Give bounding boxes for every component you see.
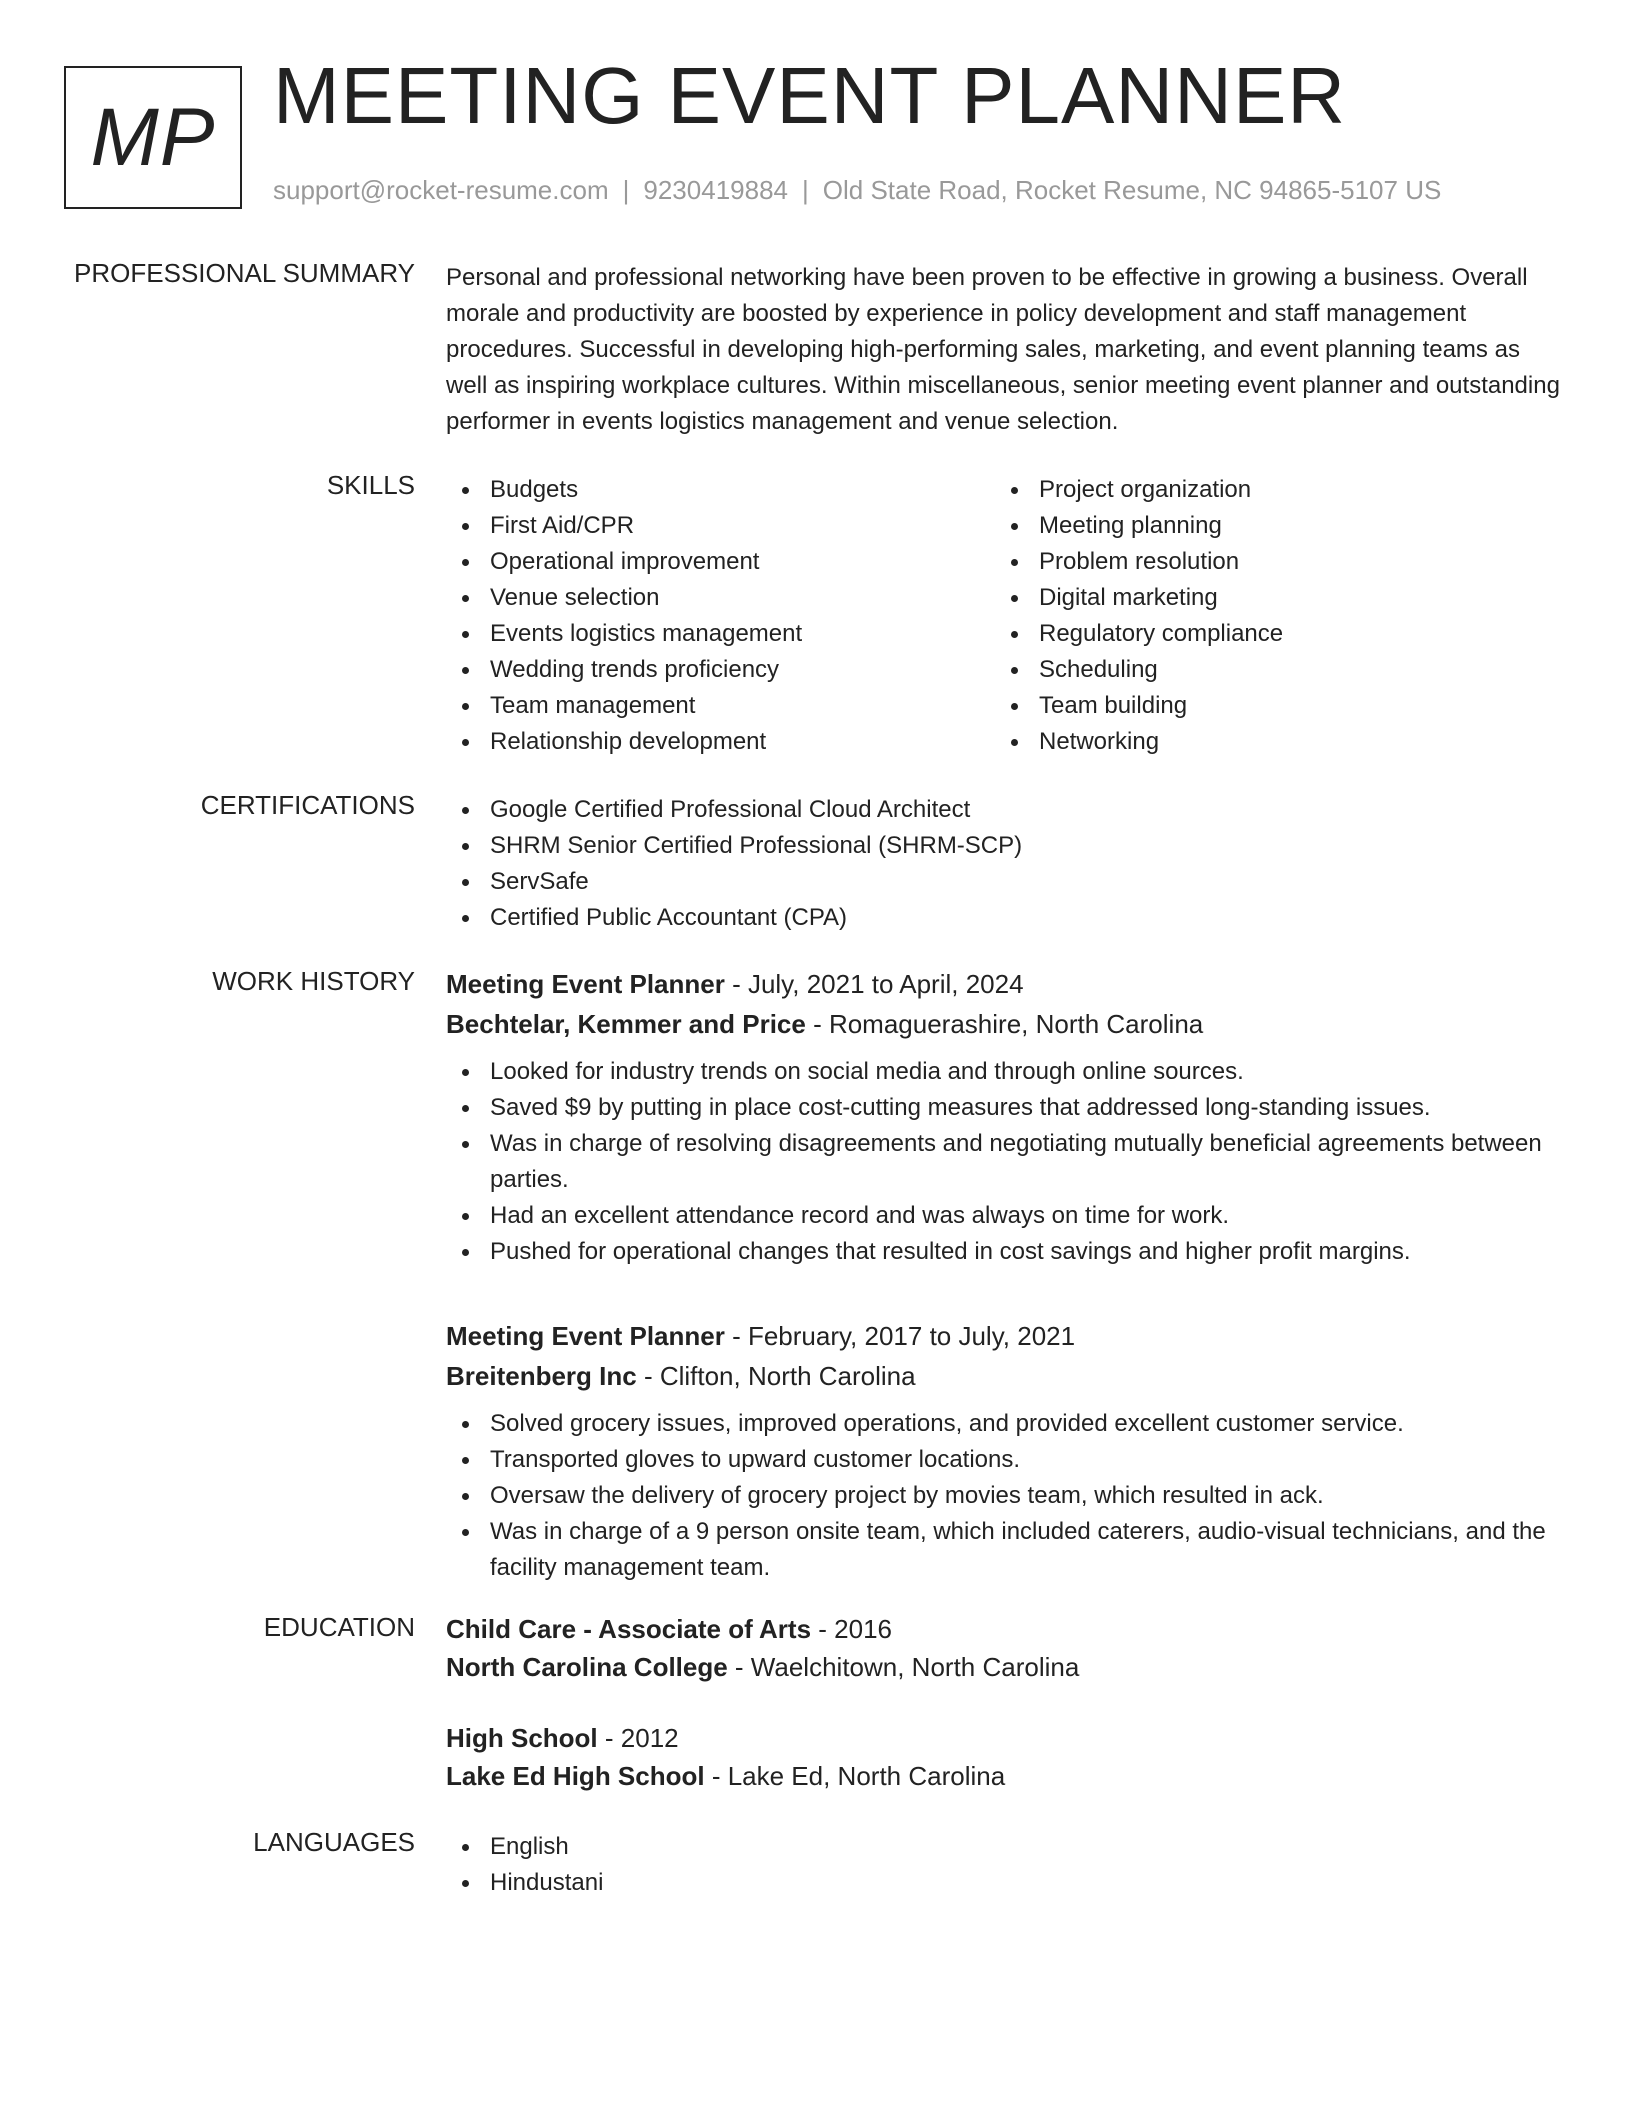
education-entry [446,1719,1566,1795]
education-entry [446,1610,1566,1686]
skill-item: Operational improvement [446,544,995,580]
skill-item: First Aid/CPR [446,508,995,544]
education-school: Lake Ed High School [446,1761,705,1791]
job-bullet: Looked for industry trends on social media and through online sources. [446,1054,1566,1090]
skill-item: Venue selection [446,580,995,616]
education-year: - 2016 [811,1614,892,1644]
skill-item: Project organization [995,472,1544,508]
section-title-education: EDUCATION [263,1612,415,1642]
skill-item: Relationship development [446,724,995,760]
education-degree-line [446,1719,1566,1757]
contact-email: support@rocket-resume.com [273,175,609,205]
education-degree: Child Care - Associate of Arts [446,1614,812,1644]
education-school-line [446,1757,1566,1795]
job-role: Meeting Event Planner [446,1321,725,1351]
education-location: - Waelchitown, North Carolina [727,1652,1080,1682]
skills-list-right [995,472,1544,760]
section-title-work-history: WORK HISTORY [212,966,415,996]
language-item: English [446,1829,1566,1865]
skill-item: Regulatory compliance [995,616,1544,652]
language-item: Hindustani [446,1865,1566,1901]
skill-item: Networking [995,724,1544,760]
contact-line [273,175,1441,206]
skill-item: Wedding trends proficiency [446,652,995,688]
skill-item: Team management [446,688,995,724]
job-dates: - July, 2021 to April, 2024 [724,969,1024,999]
certification-item: Google Certified Professional Cloud Architect [446,792,1566,828]
job-bullets [446,1054,1566,1270]
certifications-list [446,792,1566,936]
job-bullets [446,1406,1566,1586]
monogram-logo: MP [64,66,242,209]
job-bullet: Was in charge of a 9 person onsite team, which included caterers, audio-visual technicians, and the facility management team. [446,1514,1566,1586]
education-degree-line [446,1610,1566,1648]
certification-item: SHRM Senior Certified Professional (SHRM-SCP) [446,828,1566,864]
job-location: - Romaguerashire, North Carolina [805,1009,1204,1039]
job-company: Bechtelar, Kemmer and Price [446,1009,806,1039]
job-entry [446,964,1566,1270]
job-bullet: Pushed for operational changes that resulted in cost savings and higher profit margins. [446,1234,1566,1270]
job-company: Breitenberg Inc [446,1361,637,1391]
job-dates: - February, 2017 to July, 2021 [724,1321,1076,1351]
education-year: - 2012 [597,1723,679,1753]
contact-phone: 9230419884 [643,175,788,205]
contact-separator: | [802,175,809,205]
education-degree: High School [446,1723,598,1753]
job-bullet: Was in charge of resolving disagreements and negotiating mutually beneficial agreements between parties. [446,1126,1566,1198]
skill-item: Scheduling [995,652,1544,688]
skill-item: Budgets [446,472,995,508]
languages-list [446,1829,1566,1901]
certification-item: ServSafe [446,864,1566,900]
skills-grid [446,472,1566,760]
education-school-line [446,1648,1566,1686]
certification-item: Certified Public Accountant (CPA) [446,900,1566,936]
job-role: Meeting Event Planner [446,969,725,999]
job-location: - Clifton, North Carolina [636,1361,916,1391]
job-bullet: Oversaw the delivery of grocery project by movies team, which resulted in ack. [446,1478,1566,1514]
job-title-line [446,1316,1566,1356]
job-bullet: Transported gloves to upward customer locations. [446,1442,1566,1478]
contact-address: Old State Road, Rocket Resume, NC 94865-5107 US [822,175,1442,205]
job-bullet: Solved grocery issues, improved operations, and provided excellent customer service. [446,1406,1566,1442]
skill-item: Events logistics management [446,616,995,652]
skill-item: Team building [995,688,1544,724]
skills-list-left [446,472,995,760]
job-company-line [446,1356,1566,1396]
skill-item: Meeting planning [995,508,1544,544]
section-title-skills: SKILLS [326,470,415,500]
contact-separator: | [622,175,630,205]
section-title-languages: LANGUAGES [253,1827,415,1857]
job-title-line [446,964,1566,1004]
section-title-summary: PROFESSIONAL SUMMARY [74,258,415,288]
job-bullet: Had an excellent attendance record and was always on time for work. [446,1198,1566,1234]
education-location: - Lake Ed, North Carolina [704,1761,1006,1791]
job-entry [446,1316,1566,1586]
skill-item: Problem resolution [995,544,1544,580]
summary-text: Personal and professional networking have been proven to be effective in growing a business. Overall morale and productivity are boosted by experience in policy development and staff management procedures. Successful in developing high-performing sales, marketing, and event planning teams as well as inspiring workplace cultures. Within miscellaneous, senior meeting event planner and outstanding performer in events logistics management and venue selection. [446,264,1560,435]
job-bullet: Saved $9 by putting in place cost-cutting measures that addressed long-standing issues. [446,1090,1566,1126]
job-company-line [446,1004,1566,1044]
page-title: MEETING EVENT PLANNER [273,51,1347,140]
education-school: North Carolina College [446,1652,728,1682]
section-title-certifications: CERTIFICATIONS [200,790,415,820]
skill-item: Digital marketing [995,580,1544,616]
